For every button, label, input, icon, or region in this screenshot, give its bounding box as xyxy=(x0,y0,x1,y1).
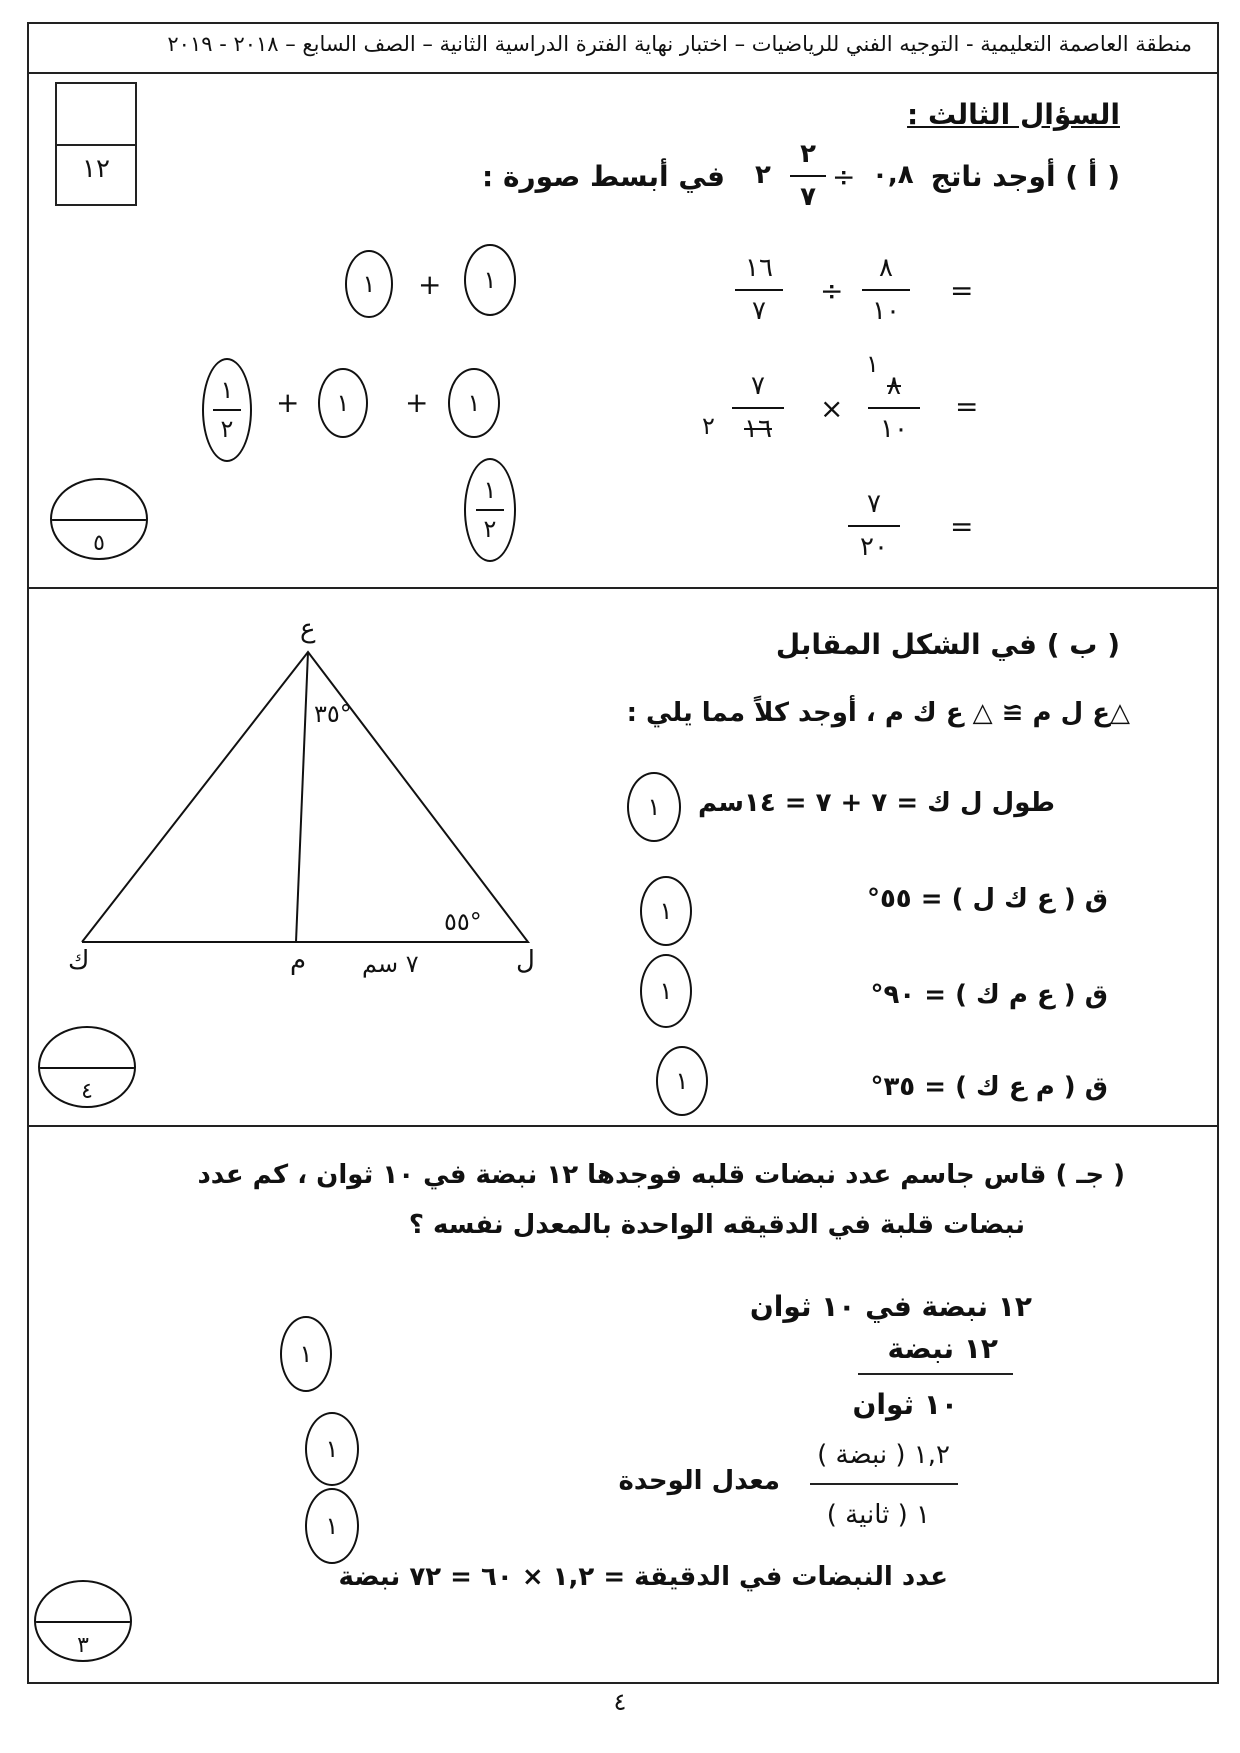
part-a-decimal: ٠,٨ xyxy=(872,160,914,190)
line1-a-den: ١٠ xyxy=(872,295,900,326)
line2-a-num: ٨ xyxy=(887,371,901,401)
part-b-given: △ع ل م ≅ △ ع ك م ، أوجد كلاً مما يلي : xyxy=(626,698,1130,728)
line1-equals: = xyxy=(950,274,974,307)
score-value: ٤ xyxy=(81,1079,93,1104)
mark-half-den: ٢ xyxy=(483,515,497,543)
part-a-mixed-den: ٧ xyxy=(800,181,816,212)
angle-right-label: ٥٥° xyxy=(444,908,482,936)
score-circle-b xyxy=(38,1026,136,1108)
mark-oval: ١ xyxy=(640,954,692,1028)
score-circle-c xyxy=(34,1580,132,1662)
part-b-label: ( ب ) في الشكل المقابل xyxy=(775,628,1120,661)
part-a-suffix: في أبسط صورة : xyxy=(482,160,725,193)
score-divider xyxy=(40,1067,134,1069)
mark-oval: ١ xyxy=(656,1046,708,1116)
score-value: ٥ xyxy=(93,531,105,556)
mark-oval: ١ xyxy=(318,368,368,438)
part-c-step1: ١٢ نبضة في ١٠ ثوان xyxy=(749,1290,1032,1323)
part-c-unit-num: ١,٢ ( نبضة ) xyxy=(817,1440,950,1470)
total-score-value: ١٢ xyxy=(82,154,110,184)
line1-a-num: ٨ xyxy=(879,253,893,283)
mark-plus: + xyxy=(418,268,442,301)
triangle-outline xyxy=(82,652,528,942)
part-a-mixed-num: ٢ xyxy=(800,139,816,169)
mark-half-num: ١ xyxy=(220,375,234,404)
part-c-unit-den: ١ ( ثانية ) xyxy=(826,1500,930,1530)
line3-num: ٧ xyxy=(867,489,881,519)
vertex-left-label: ك xyxy=(68,946,90,976)
line3-equals: = xyxy=(950,510,974,543)
page-number: ٤ xyxy=(613,1688,627,1716)
vertex-top-label: ع xyxy=(300,614,316,644)
mark-oval: ١ xyxy=(627,772,681,842)
mark-oval: ١ xyxy=(640,876,692,946)
angle-top-label: ٣٥° xyxy=(314,700,352,728)
score-divider xyxy=(36,1621,130,1623)
part-a-mixed-whole: ٢ xyxy=(755,160,771,190)
part-b-length-line: طول ل ك = ٧ + ٧ = ١٤سم xyxy=(698,788,1055,818)
part-c-question-line2: نبضات قلبة في الدقيقه الواحدة بالمعدل نفسه ؟ xyxy=(408,1210,1025,1240)
vertex-mid-label: م xyxy=(290,946,307,976)
part-c-ratio-den: ١٠ ثوان xyxy=(852,1388,958,1421)
line2-a-cancel: ١ xyxy=(866,350,879,378)
part-c-question-line1: ( جـ ) قاس جاسم عدد نبضات قلبه فوجدها ١٢ نبضة في ١٠ ثوان ، كم عدد xyxy=(197,1160,1125,1190)
part-c-unit-bar xyxy=(810,1483,958,1485)
mark-oval: ١ xyxy=(345,250,393,318)
line2-a-den: ١٠ xyxy=(880,413,908,444)
mark-half-den: ٢ xyxy=(220,415,234,443)
mark-plus: + xyxy=(276,386,300,419)
line3-den: ٢٠ xyxy=(860,531,888,562)
exam-header: منطقة العاصمة التعليمية - التوجيه الفني للرياضيات – اختبار نهاية الفترة الدراسية الثانية – الصف السابع – ٢٠١٨ - ٢٠١٩ xyxy=(167,32,1192,56)
part-b-angle1: ق ( ع ك ل ) = ٥٥° xyxy=(866,884,1108,914)
line2-b-cancel: ٢ xyxy=(702,412,715,440)
mark-oval: ١ xyxy=(448,368,500,438)
line2-equals: = xyxy=(955,390,979,423)
part-c-result: عدد النبضات في الدقيقة = ١,٢ × ٦٠ = ٧٢ نبضة xyxy=(338,1562,948,1592)
part-a-label: ( أ ) أوجد ناتج xyxy=(930,160,1120,193)
mark-half-num: ١ xyxy=(483,475,497,504)
mark-plus: + xyxy=(405,386,429,419)
side-label: ٧ سم xyxy=(362,950,419,978)
part-c-unit-label: معدل الوحدة xyxy=(618,1466,780,1496)
question-title: السؤال الثالث : xyxy=(907,98,1120,131)
part-c-ratio-num: ١٢ نبضة xyxy=(887,1332,998,1365)
line2-b-num: ٧ xyxy=(751,371,765,401)
mark-oval: ١ xyxy=(305,1488,359,1564)
part-c-ratio-bar xyxy=(858,1373,1013,1375)
mark-oval: ١ xyxy=(280,1316,332,1392)
part-b-angle3: ق ( م ع ك ) = ٣٥° xyxy=(870,1072,1108,1102)
line1-div: ÷ xyxy=(820,274,844,307)
part-b-angle2: ق ( ع م ك ) = ٩٠° xyxy=(870,980,1108,1010)
line1-b-den: ٧ xyxy=(752,295,766,326)
vertex-right-label: ل xyxy=(516,946,535,976)
line2-times: × xyxy=(820,392,844,425)
mark-oval: ١ xyxy=(305,1412,359,1486)
line1-b-num: ١٦ xyxy=(745,253,773,283)
triangle-altitude xyxy=(296,652,308,942)
line2-b-den: ١٦ xyxy=(744,413,772,444)
mark-oval: ١ xyxy=(464,244,516,316)
score-value: ٣ xyxy=(77,1633,89,1658)
part-a-div-sign: ÷ xyxy=(832,160,856,193)
